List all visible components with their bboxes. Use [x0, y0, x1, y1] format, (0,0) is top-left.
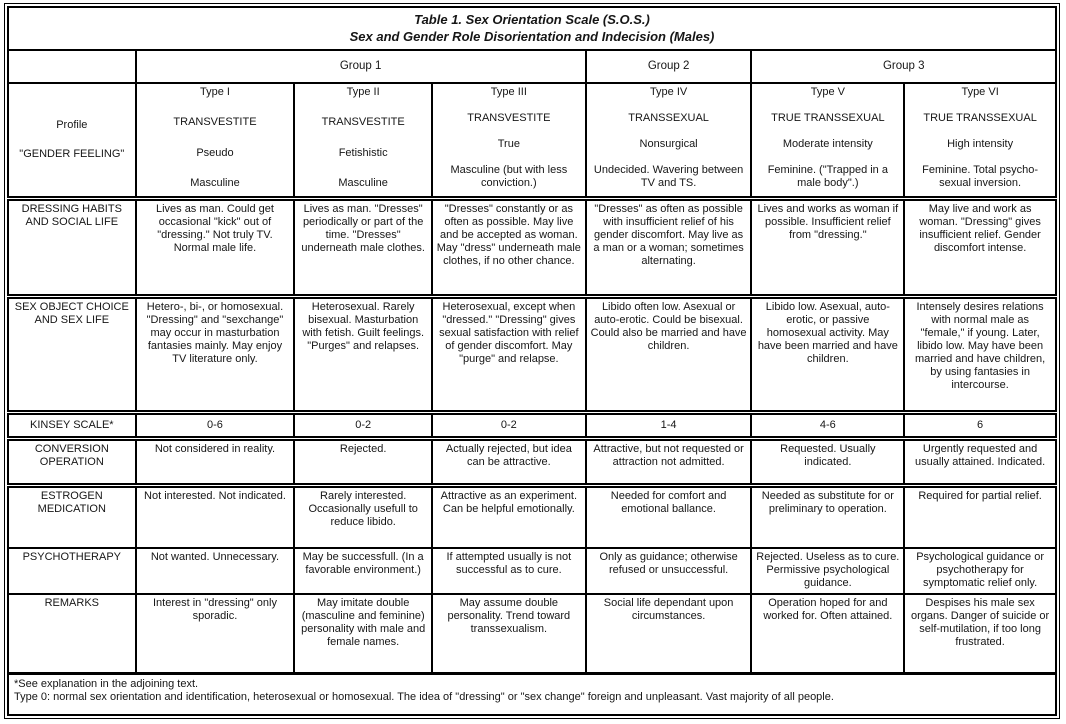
type-feeling: Feminine. Total psycho-sexual inversion. — [922, 163, 1039, 189]
cell-sexobj-type2: Heterosexual. Rarely bisexual. Masturbation with fetish. Guilt feelings. "Purges" and relapses. — [294, 296, 432, 412]
cell-kinsey-type6: 6 — [904, 413, 1056, 439]
type-name: TRANSVESTITE — [173, 116, 257, 129]
cell-profile-type1 — [136, 83, 295, 199]
group-2-header: Group 2 — [586, 50, 752, 83]
type-label: Type II — [346, 85, 380, 98]
cell-conversion-type1: Not considered in reality. — [136, 439, 295, 486]
table-title-cell — [8, 7, 1056, 50]
footnote-row — [8, 673, 1056, 715]
cell-profile-type2 — [294, 83, 432, 199]
cell-psycho-type5: Rejected. Useless as to cure. Permissive psychological guidance. — [751, 548, 904, 595]
cell-profile-type6 — [904, 83, 1056, 199]
cell-profile-type5 — [751, 83, 904, 199]
cell-estrogen-type3: Attractive as an experiment. Can be helpful emotionally. — [432, 485, 586, 547]
row-header-conversion-operation: CONVERSION OPERATION — [8, 439, 136, 486]
footnote-asterisk: *See explanation in the adjoining text. — [14, 677, 199, 690]
type-feeling: Feminine. ("Trapped in a male body".) — [767, 163, 888, 189]
row-header-sex-object: SEX OBJECT CHOICE AND SEX LIFE — [8, 296, 136, 412]
cell-estrogen-type6: Required for partial relief. — [904, 485, 1056, 547]
type-intensity: Fetishistic — [338, 146, 388, 159]
cell-remarks-type5: Operation hoped for and worked for. Often attained. — [751, 594, 904, 673]
cell-profile-type4 — [586, 83, 752, 199]
corner-cell — [8, 50, 136, 83]
cell-conversion-type4: Attractive, but not requested or attraction not admitted. — [586, 439, 752, 486]
cell-dressing-type6: May live and work as woman. "Dressing" gives insufficient relief. Gender discomfort intense. — [904, 199, 1056, 297]
estrogen-medication-row — [8, 485, 1056, 547]
cell-dressing-type1: Lives as man. Could get occasional "kick" out of "dressing." Not truly TV. Normal male life. — [136, 199, 295, 297]
cell-kinsey-type3: 0-2 — [432, 413, 586, 439]
row-header-estrogen-medication: ESTROGEN MEDICATION — [8, 485, 136, 547]
sex-object-row — [8, 296, 1056, 412]
cell-remarks-type6: Despises his male sex organs. Danger of suicide or self-mutilation, if too long frustrated. — [904, 594, 1056, 673]
gender-feeling-label: "GENDER FEELING" — [19, 148, 125, 161]
cell-estrogen-type1: Not interested. Not indicated. — [136, 485, 295, 547]
cell-profile-type3 — [432, 83, 586, 199]
cell-remarks-type1: Interest in "dressing" only sporadic. — [136, 594, 295, 673]
sos-table — [7, 6, 1057, 716]
type-label: Type VI — [961, 85, 999, 98]
cell-conversion-type5: Requested. Usually indicated. — [751, 439, 904, 486]
table-title: Table 1. Sex Orientation Scale (S.O.S.) — [414, 11, 650, 27]
kinsey-scale-row — [8, 413, 1056, 439]
cell-psycho-type1: Not wanted. Unnecessary. — [136, 548, 295, 595]
cell-dressing-type5: Lives and works as woman if possible. Insufficient relief from "dressing." — [751, 199, 904, 297]
cell-remarks-type2: May imitate double (masculine and feminine) personality with male and female names. — [294, 594, 432, 673]
group-3-header: Group 3 — [751, 50, 1056, 83]
table-outer-frame — [4, 3, 1060, 719]
row-header-psychotherapy: PSYCHOTHERAPY — [8, 548, 136, 595]
type-intensity: Nonsurgical — [639, 137, 698, 150]
type-name: TRANSVESTITE — [467, 111, 551, 124]
cell-dressing-type2: Lives as man. "Dresses" periodically or part of the time. "Dresses" underneath male clothes. — [294, 199, 432, 297]
type-feeling: Masculine — [338, 176, 388, 189]
type-label: Type III — [490, 85, 527, 98]
type-feeling: Masculine (but with less conviction.) — [450, 163, 568, 189]
cell-dressing-type4: "Dresses" as often as possible with insufficient relief of his gender discomfort. May live as a man or a woman; sometimes alternating. — [586, 199, 752, 297]
type-intensity: Moderate intensity — [782, 137, 873, 150]
table-subtitle: Sex and Gender Role Disorientation and Indecision (Males) — [349, 29, 715, 45]
type-label: Type V — [810, 85, 845, 98]
footnote-type0: Type 0: normal sex orientation and identification, heterosexual or homosexual. The idea of "dressing" or "sex change" foreign and unpleasant. Vast majority of all people. — [14, 690, 834, 703]
type-intensity: True — [497, 137, 520, 150]
profile-row — [8, 83, 1056, 199]
dressing-habits-row — [8, 199, 1056, 297]
cell-conversion-type3: Actually rejected, but idea can be attractive. — [432, 439, 586, 486]
type-intensity: High intensity — [947, 137, 1014, 150]
cell-estrogen-type2: Rarely interested. Occasionally usefull to reduce libido. — [294, 485, 432, 547]
cell-dressing-type3: "Dresses" constantly or as often as possible. May live and be accepted as woman. May "dress" underneath male clothes, if no other chance. — [432, 199, 586, 297]
group-header-row — [8, 50, 1056, 83]
cell-sexobj-type1: Hetero-, bi-, or homosexual. "Dressing" and "sexchange" may occur in masturbation fantasies mainly. May enjoy TV literature only. — [136, 296, 295, 412]
row-header-remarks: REMARKS — [8, 594, 136, 673]
cell-kinsey-type4: 1-4 — [586, 413, 752, 439]
type-feeling: Undecided. Wavering between TV and TS. — [593, 163, 744, 189]
footnote-cell — [8, 673, 1056, 715]
cell-estrogen-type5: Needed as substitute for or preliminary to operation. — [751, 485, 904, 547]
group-1-header: Group 1 — [136, 50, 586, 83]
spacer — [12, 132, 132, 148]
cell-remarks-type4: Social life dependant upon circumstances. — [586, 594, 752, 673]
type-name: TRUE TRANSSEXUAL — [771, 111, 885, 124]
profile-label: Profile — [56, 119, 88, 132]
type-label: Type I — [199, 85, 230, 98]
cell-psycho-type3: If attempted usually is not successful as to cure. — [432, 548, 586, 595]
cell-sexobj-type3: Heterosexual, except when "dressed." "Dressing" gives sexual satisfaction with relief of gender discomfort. May "purge" and relapse. — [432, 296, 586, 412]
cell-estrogen-type4: Needed for comfort and emotional ballance. — [586, 485, 752, 547]
cell-kinsey-type5: 4-6 — [751, 413, 904, 439]
remarks-row — [8, 594, 1056, 673]
cell-kinsey-type2: 0-2 — [294, 413, 432, 439]
row-header-dressing-habits: DRESSING HABITS AND SOCIAL LIFE — [8, 199, 136, 297]
row-header-profile — [8, 83, 136, 199]
type-name: TRANSVESTITE — [321, 116, 405, 129]
type-name: TRANSSEXUAL — [628, 111, 709, 124]
cell-psycho-type4: Only as guidance; otherwise refused or unsuccessful. — [586, 548, 752, 595]
conversion-operation-row — [8, 439, 1056, 486]
cell-kinsey-type1: 0-6 — [136, 413, 295, 439]
cell-remarks-type3: May assume double personality. Trend toward transsexualism. — [432, 594, 586, 673]
cell-sexobj-type6: Intensely desires relations with normal male as "female," if young. Later, libido low. May have been married and have children, by using fantasies in intercourse. — [904, 296, 1056, 412]
type-feeling: Masculine — [190, 176, 240, 189]
row-header-kinsey-scale: KINSEY SCALE* — [8, 413, 136, 439]
cell-conversion-type6: Urgently requested and usually attained. Indicated. — [904, 439, 1056, 486]
cell-sexobj-type4: Libido often low. Asexual or auto-erotic. Could be bisexual. Could also be married and have children. — [586, 296, 752, 412]
psychotherapy-row — [8, 548, 1056, 595]
type-label: Type IV — [649, 85, 688, 98]
type-intensity: Pseudo — [196, 146, 234, 159]
cell-psycho-type6: Psychological guidance or psychotherapy for symptomatic relief only. — [904, 548, 1056, 595]
cell-psycho-type2: May be successfull. (In a favorable environment.) — [294, 548, 432, 595]
cell-sexobj-type5: Libido low. Asexual, auto-erotic, or passive homosexual activity. May have been married and have children. — [751, 296, 904, 412]
type-name: TRUE TRANSSEXUAL — [923, 111, 1037, 124]
cell-conversion-type2: Rejected. — [294, 439, 432, 486]
title-row — [8, 7, 1056, 50]
